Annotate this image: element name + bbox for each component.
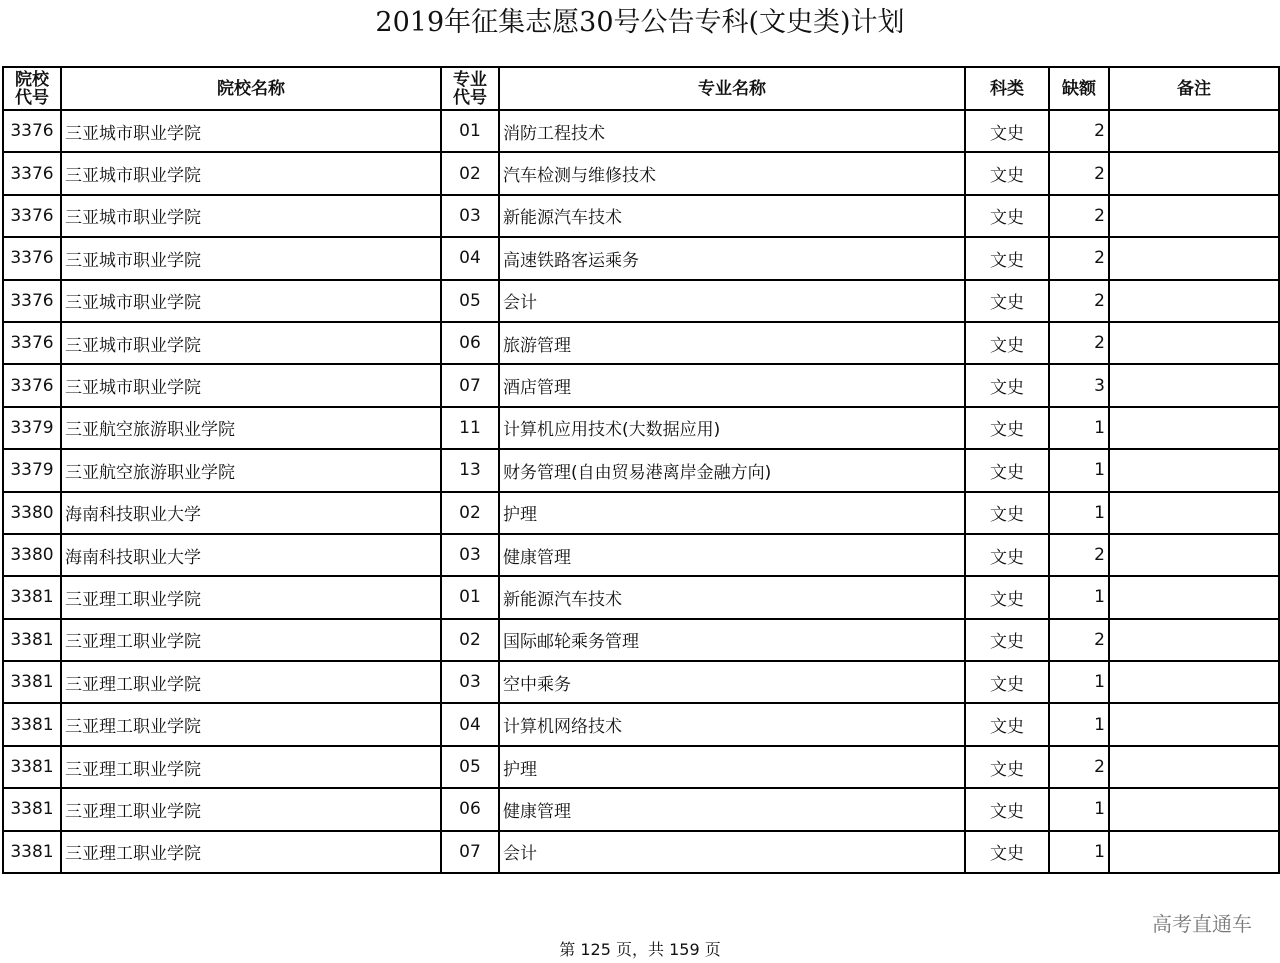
school-name-cell: 三亚理工职业学院 [61,703,441,745]
major-name-cell: 旅游管理 [499,322,965,364]
school-code-cell: 3380 [3,492,61,534]
remarks-cell [1109,619,1279,661]
vacancy-cell: 2 [1049,322,1109,364]
vacancy-cell: 2 [1049,746,1109,788]
school-name-cell: 三亚城市职业学院 [61,237,441,279]
vacancy-cell: 3 [1049,364,1109,406]
table-row [3,788,1279,830]
vacancy-cell: 2 [1049,619,1109,661]
category-cell: 文史 [965,788,1049,830]
vacancy-cell: 1 [1049,788,1109,830]
table-row [3,322,1279,364]
category-cell: 文史 [965,280,1049,322]
school-code-cell: 3376 [3,110,61,152]
school-name-cell: 三亚理工职业学院 [61,619,441,661]
table-row [3,407,1279,449]
header-school-name: 院校名称 [61,67,441,110]
vacancy-cell: 1 [1049,703,1109,745]
category-cell: 文史 [965,237,1049,279]
remarks-cell [1109,449,1279,491]
table-row [3,449,1279,491]
major-name-cell: 酒店管理 [499,364,965,406]
table-row [3,364,1279,406]
header-major-code: 专业代号 [441,67,499,110]
vacancy-cell: 2 [1049,534,1109,576]
vacancy-cell: 2 [1049,110,1109,152]
major-code-cell: 05 [441,280,499,322]
header-major-name: 专业名称 [499,67,965,110]
header-row [3,67,1279,110]
school-code-cell: 3381 [3,788,61,830]
major-code-cell: 03 [441,534,499,576]
category-cell: 文史 [965,746,1049,788]
major-name-cell: 计算机网络技术 [499,703,965,745]
remarks-cell [1109,534,1279,576]
major-code-cell: 11 [441,407,499,449]
vacancy-cell: 2 [1049,195,1109,237]
school-name-cell: 三亚理工职业学院 [61,788,441,830]
table-row [3,534,1279,576]
school-code-cell: 3379 [3,449,61,491]
major-name-cell: 计算机应用技术(大数据应用) [499,407,965,449]
table-row [3,576,1279,618]
major-name-cell: 健康管理 [499,788,965,830]
major-name-cell: 护理 [499,492,965,534]
header-category: 科类 [965,67,1049,110]
remarks-cell [1109,237,1279,279]
major-name-cell: 会计 [499,831,965,873]
remarks-cell [1109,322,1279,364]
major-code-cell: 01 [441,576,499,618]
table-row [3,831,1279,873]
category-cell: 文史 [965,110,1049,152]
major-name-cell: 消防工程技术 [499,110,965,152]
plan-table [2,66,1280,874]
major-name-cell: 汽车检测与维修技术 [499,152,965,194]
major-code-cell: 03 [441,661,499,703]
category-cell: 文史 [965,619,1049,661]
category-cell: 文史 [965,152,1049,194]
school-name-cell: 三亚城市职业学院 [61,110,441,152]
school-code-cell: 3379 [3,407,61,449]
school-name-cell: 三亚理工职业学院 [61,661,441,703]
header-school-code: 院校代号 [3,67,61,110]
table-row [3,195,1279,237]
school-code-cell: 3376 [3,237,61,279]
school-code-cell: 3381 [3,746,61,788]
category-cell: 文史 [965,492,1049,534]
school-name-cell: 三亚航空旅游职业学院 [61,449,441,491]
major-code-cell: 03 [441,195,499,237]
school-name-cell: 海南科技职业大学 [61,492,441,534]
table-row [3,152,1279,194]
school-name-cell: 三亚城市职业学院 [61,322,441,364]
category-cell: 文史 [965,449,1049,491]
vacancy-cell: 2 [1049,237,1109,279]
category-cell: 文史 [965,703,1049,745]
school-name-cell: 三亚理工职业学院 [61,746,441,788]
school-name-cell: 三亚城市职业学院 [61,280,441,322]
school-name-cell: 三亚理工职业学院 [61,576,441,618]
major-code-cell: 02 [441,619,499,661]
school-name-cell: 三亚航空旅游职业学院 [61,407,441,449]
major-name-cell: 空中乘务 [499,661,965,703]
category-cell: 文史 [965,661,1049,703]
remarks-cell [1109,576,1279,618]
major-code-cell: 05 [441,746,499,788]
category-cell: 文史 [965,364,1049,406]
major-code-cell: 07 [441,364,499,406]
table-row [3,280,1279,322]
remarks-cell [1109,152,1279,194]
major-name-cell: 健康管理 [499,534,965,576]
major-name-cell: 财务管理(自由贸易港离岸金融方向) [499,449,965,491]
vacancy-cell: 2 [1049,280,1109,322]
major-code-cell: 02 [441,152,499,194]
school-code-cell: 3381 [3,576,61,618]
remarks-cell [1109,746,1279,788]
page-footer: 第 125 页，共 159 页 [559,940,721,959]
school-code-cell: 3376 [3,280,61,322]
remarks-cell [1109,110,1279,152]
school-code-cell: 3381 [3,703,61,745]
major-name-cell: 高速铁路客运乘务 [499,237,965,279]
page-title: 2019年征集志愿30号公告专科(文史类)计划 [375,7,905,38]
vacancy-cell: 1 [1049,661,1109,703]
school-name-cell: 三亚城市职业学院 [61,364,441,406]
school-name-cell: 三亚城市职业学院 [61,152,441,194]
table-row [3,703,1279,745]
major-code-cell: 02 [441,492,499,534]
table-row [3,237,1279,279]
remarks-cell [1109,661,1279,703]
major-name-cell: 新能源汽车技术 [499,576,965,618]
vacancy-cell: 1 [1049,492,1109,534]
school-name-cell: 三亚城市职业学院 [61,195,441,237]
remarks-cell [1109,195,1279,237]
major-code-cell: 04 [441,237,499,279]
major-code-cell: 06 [441,322,499,364]
school-name-cell: 三亚理工职业学院 [61,831,441,873]
school-code-cell: 3381 [3,619,61,661]
remarks-cell [1109,492,1279,534]
header-vacancy: 缺额 [1049,67,1109,110]
remarks-cell [1109,788,1279,830]
major-name-cell: 护理 [499,746,965,788]
major-code-cell: 07 [441,831,499,873]
category-cell: 文史 [965,322,1049,364]
school-code-cell: 3376 [3,152,61,194]
category-cell: 文史 [965,831,1049,873]
major-name-cell: 会计 [499,280,965,322]
school-code-cell: 3376 [3,364,61,406]
category-cell: 文史 [965,534,1049,576]
school-name-cell: 海南科技职业大学 [61,534,441,576]
vacancy-cell: 2 [1049,152,1109,194]
major-code-cell: 01 [441,110,499,152]
vacancy-cell: 1 [1049,449,1109,491]
major-name-cell: 新能源汽车技术 [499,195,965,237]
school-code-cell: 3376 [3,195,61,237]
table-row [3,661,1279,703]
table-row [3,492,1279,534]
major-name-cell: 国际邮轮乘务管理 [499,619,965,661]
remarks-cell [1109,703,1279,745]
table-body [3,110,1279,873]
table-row [3,619,1279,661]
remarks-cell [1109,364,1279,406]
watermark-text: 高考直通车 [1152,912,1252,936]
table-row [3,110,1279,152]
vacancy-cell: 1 [1049,576,1109,618]
remarks-cell [1109,831,1279,873]
vacancy-cell: 1 [1049,831,1109,873]
vacancy-cell: 1 [1049,407,1109,449]
header-remarks: 备注 [1109,67,1279,110]
remarks-cell [1109,407,1279,449]
category-cell: 文史 [965,407,1049,449]
school-code-cell: 3381 [3,661,61,703]
school-code-cell: 3376 [3,322,61,364]
major-code-cell: 13 [441,449,499,491]
table-row [3,746,1279,788]
remarks-cell [1109,280,1279,322]
major-code-cell: 06 [441,788,499,830]
school-code-cell: 3381 [3,831,61,873]
category-cell: 文史 [965,195,1049,237]
major-code-cell: 04 [441,703,499,745]
school-code-cell: 3380 [3,534,61,576]
category-cell: 文史 [965,576,1049,618]
